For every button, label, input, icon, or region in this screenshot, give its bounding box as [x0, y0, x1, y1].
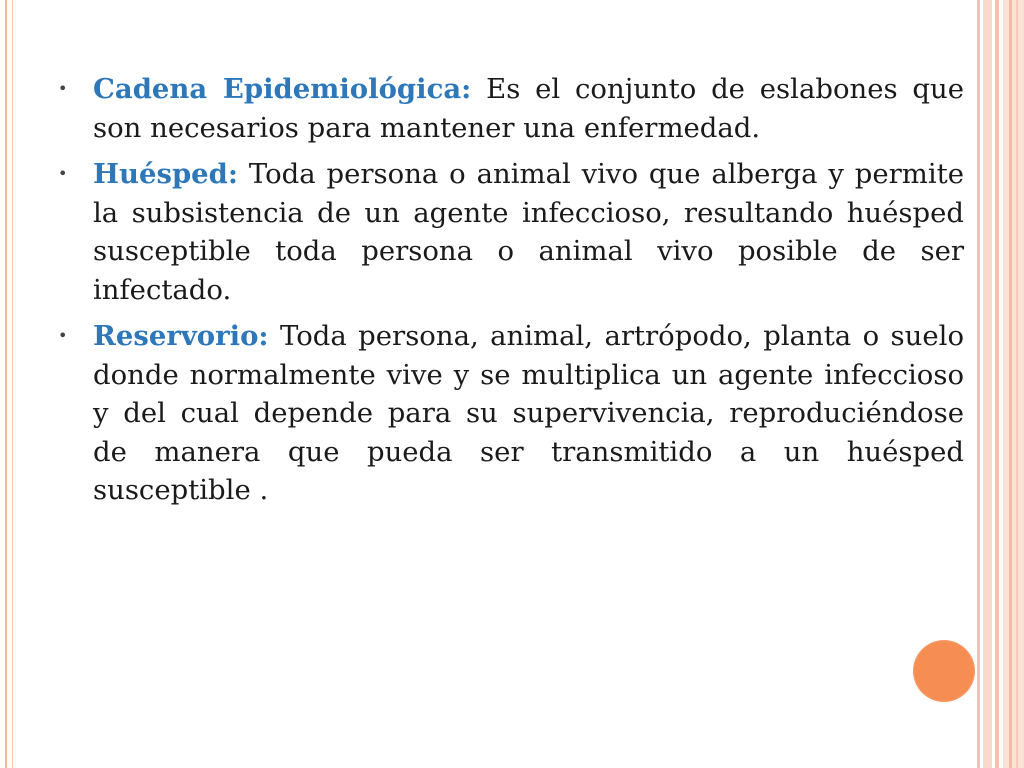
definition-text: Toda persona, animal, artrópodo, planta o suelo donde normalmente vive y se multiplica un agente infeccioso y del cual depende para su supervivencia, reproduciéndose de manera que pueda ser transmitido a un huésped susceptible .	[93, 320, 964, 506]
right-stripe	[977, 0, 980, 768]
bullet-item-huesped	[58, 155, 964, 309]
right-stripe	[995, 0, 999, 768]
bullet-icon: •	[58, 79, 68, 98]
definition-text: Es el conjunto de eslabones que son necesarios para mantener una enfermedad.	[93, 73, 965, 144]
bullet-item-cadena	[58, 70, 964, 147]
right-stripe	[1009, 0, 1012, 768]
bullet-item-reservorio	[58, 317, 964, 510]
bullet-icon: •	[58, 326, 68, 345]
right-stripe	[1016, 0, 1018, 768]
left-frame-line	[5, 0, 7, 768]
term-reservorio: Reservorio:	[93, 320, 269, 352]
left-frame-line-inner	[12, 0, 13, 768]
right-decorative-band	[1003, 0, 1024, 768]
term-huesped: Huésped:	[93, 158, 239, 190]
term-cadena-epidemiologica: Cadena Epidemiológica:	[93, 73, 472, 105]
bullet-icon: •	[58, 164, 68, 183]
bullet-list	[58, 70, 964, 518]
right-stripe	[983, 0, 992, 768]
definition-text: Toda persona o animal vivo que alberga y permite la subsistencia de un agente infeccioso, resultando huésped susceptible toda persona o animal vivo posible de ser infectado.	[93, 158, 964, 306]
orange-circle-decoration	[913, 640, 975, 702]
